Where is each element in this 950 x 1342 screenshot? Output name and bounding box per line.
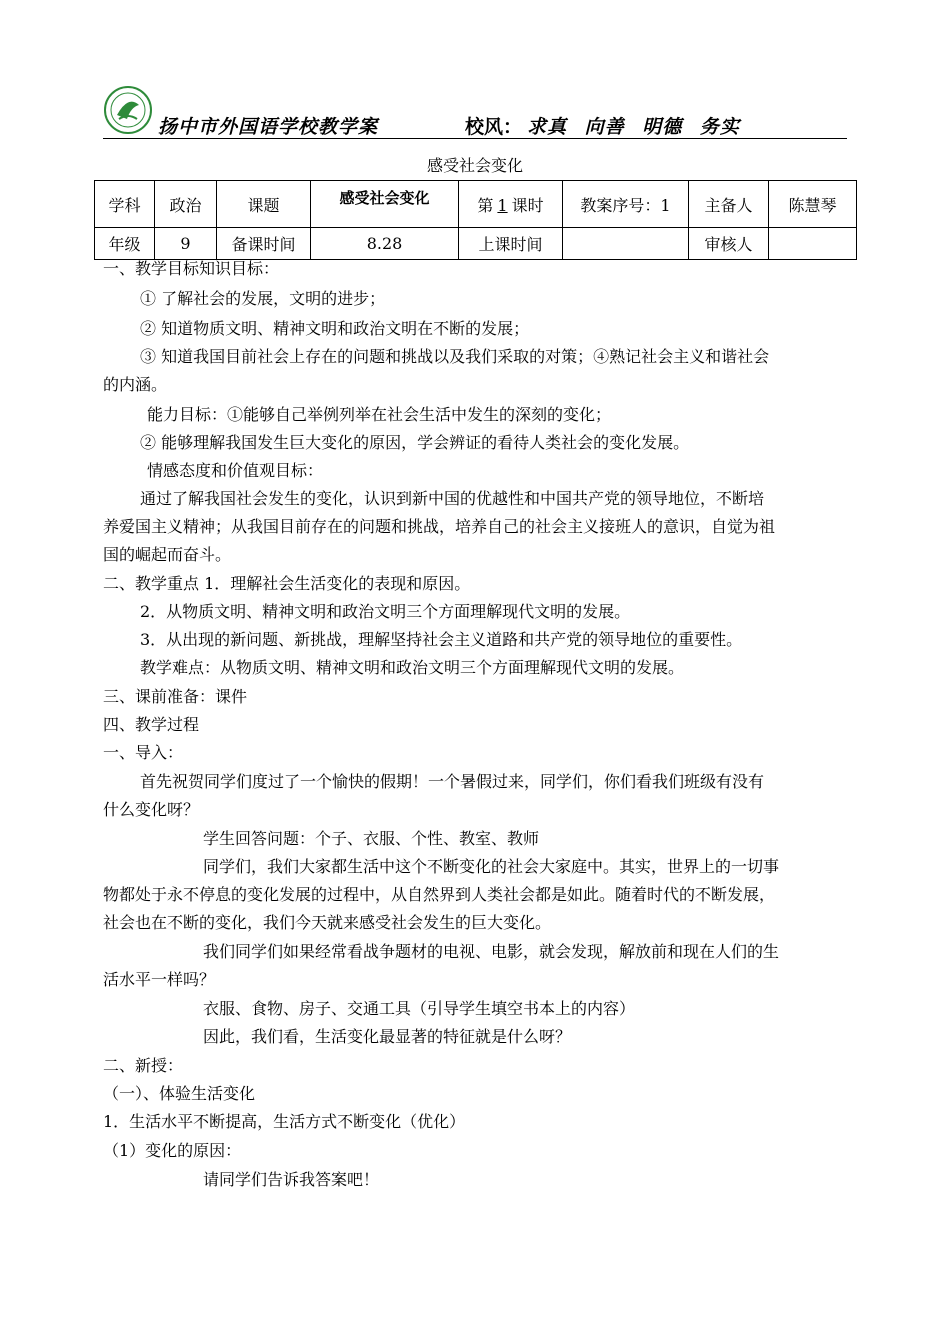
- text-line: 通过了解我国社会发生的变化，认识到新中国的优越性和中国共产党的领导地位，不断培: [140, 489, 765, 508]
- text-line: ② 知道物质文明、精神文明和政治文明在不断的发展；: [140, 319, 530, 338]
- text-line: 2．从物质文明、精神文明和政治文明三个方面理解现代文明的发展。: [140, 602, 631, 621]
- motto-label: 校风：: [465, 116, 523, 138]
- topic-value: 感受社会变化: [311, 181, 459, 228]
- prep-date-value: 8.28: [311, 228, 459, 260]
- page-header: [103, 82, 847, 140]
- prep-date-label: 备课时间: [217, 228, 311, 260]
- text-line: 同学们，我们大家都生活中这个不断变化的社会大家庭中。其实，世界上的一切事: [203, 857, 780, 876]
- text-line: 什么变化呀？: [103, 800, 200, 819]
- text-line: 因此，我们看，生活变化最显著的特征就是什么呀？: [203, 1027, 572, 1046]
- text-line: 首先祝贺同学们度过了一个愉快的假期！一个暑假过来，同学们，你们看我们班级有没有: [140, 772, 765, 791]
- text-line: 的内涵。: [103, 375, 168, 394]
- text-line: 能力目标：①能够自己举例列举在社会生活中发生的深刻的变化；: [147, 405, 612, 424]
- topic-label: 课题: [217, 181, 311, 228]
- text-line: 情感态度和价值观目标：: [147, 461, 324, 480]
- reviewer-value: [769, 228, 857, 260]
- text-line: 二、教学重点 1．理解社会生活变化的表现和原因。: [103, 574, 471, 593]
- school-motto: 求真 向善 明德 务实: [527, 116, 740, 138]
- lesson-number: 1: [497, 195, 508, 215]
- text-line: （一）、体验生活变化: [103, 1084, 256, 1103]
- text-line: ① 了解社会的发展，文明的进步；: [140, 289, 386, 308]
- table-row: [95, 228, 857, 260]
- text-line: 社会也在不断的变化，我们今天就来感受社会发生的巨大变化。: [103, 913, 552, 932]
- class-time-label: 上课时间: [459, 228, 563, 260]
- lesson-number-cell: [459, 181, 563, 228]
- header-rule: [103, 138, 847, 139]
- class-time-value: [563, 228, 689, 260]
- text-line: 学生回答问题：个子、衣服、个性、教室、教师: [203, 829, 540, 848]
- text-line: ③ 知道我国目前社会上存在的问题和挑战以及我们采取的对策；④熟记社会主义和谐社会: [140, 347, 770, 366]
- text-line: 请同学们告诉我答案吧！: [203, 1170, 380, 1189]
- text-line: 一、教学目标知识目标：: [103, 259, 280, 278]
- plan-number: 教案序号：1: [563, 181, 689, 228]
- lesson-info-table: [94, 180, 857, 260]
- lesson-prefix: 第: [477, 195, 494, 215]
- lead-value: 陈慧琴: [769, 181, 857, 228]
- lead-label: 主备人: [689, 181, 769, 228]
- text-line: 四、教学过程: [103, 715, 200, 734]
- document-title: 感受社会变化: [426, 156, 523, 175]
- text-line: 衣服、食物、房子、交通工具（引导学生填空书本上的内容）: [203, 999, 636, 1018]
- text-line: 一、导入：: [103, 743, 184, 762]
- text-line: 活水平一样吗？: [103, 970, 216, 989]
- text-line: 物都处于永不停息的变化发展的过程中，从自然界到人类社会都是如此。随着时代的不断发展，: [103, 885, 776, 904]
- text-line: （1）变化的原因：: [103, 1141, 242, 1160]
- text-line: 二、新授：: [103, 1056, 184, 1075]
- text-line: 1．生活水平不断提高，生活方式不断变化（优化）: [103, 1112, 466, 1131]
- reviewer-label: 审核人: [689, 228, 769, 260]
- subject-label: 学科: [95, 181, 155, 228]
- grade-label: 年级: [95, 228, 155, 260]
- grade-value: 9: [155, 228, 217, 260]
- text-line: 养爱国主义精神；从我国目前存在的问题和挑战，培养自己的社会主义接班人的意识，自觉为祖: [103, 517, 776, 536]
- school-logo-icon: [103, 85, 153, 135]
- text-line: 3．从出现的新问题、新挑战，理解坚持社会主义道路和共产党的领导地位的重要性。: [140, 630, 743, 649]
- text-line: 三、课前准备：课件: [103, 687, 248, 706]
- subject-value: 政治: [155, 181, 217, 228]
- text-line: ② 能够理解我国发生巨大变化的原因，学会辨证的看待人类社会的变化发展。: [140, 433, 690, 452]
- lesson-suffix: 课时: [511, 195, 544, 215]
- text-line: 教学难点：从物质文明、精神文明和政治文明三个方面理解现代文明的发展。: [140, 658, 685, 677]
- table-row: [95, 181, 857, 228]
- text-line: 我们同学们如果经常看战争题材的电视、电影，就会发现，解放前和现在人们的生: [203, 942, 780, 961]
- school-name: 扬中市外国语学校教学案: [158, 116, 379, 138]
- text-line: 国的崛起而奋斗。: [103, 545, 232, 564]
